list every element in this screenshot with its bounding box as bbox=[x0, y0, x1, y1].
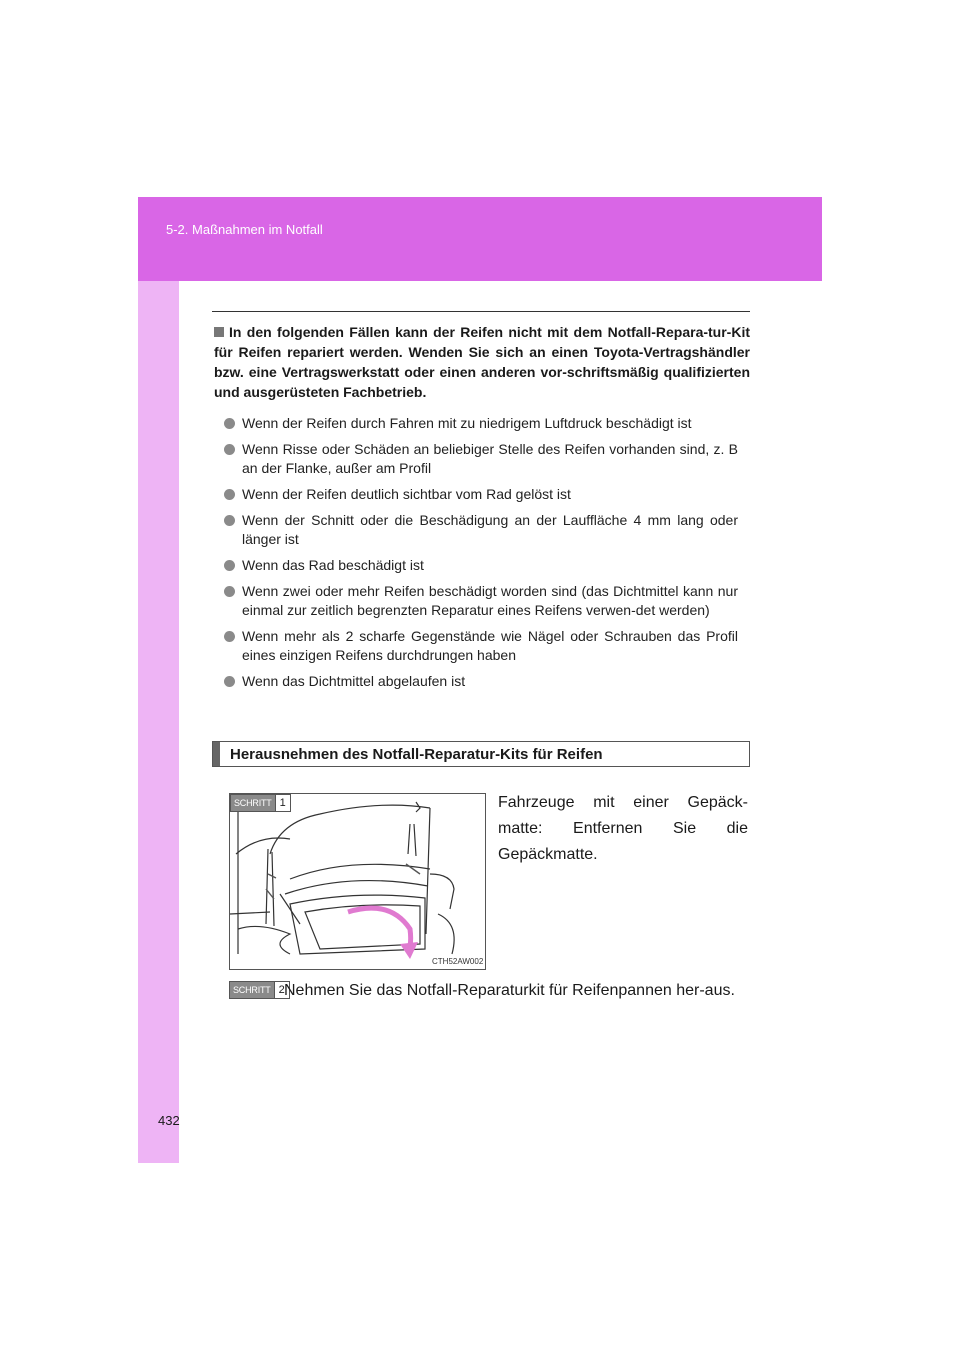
bullet-dot-icon bbox=[224, 418, 235, 429]
list-item: Wenn Risse oder Schäden an beliebiger Stelle des Reifen vorhanden sind, z. B an der Flanke, außer am Profil bbox=[224, 440, 738, 478]
section-label: 5-2. Maßnahmen im Notfall bbox=[166, 222, 323, 237]
side-strip bbox=[138, 281, 179, 1163]
list-item: Wenn das Dichtmittel abgelaufen ist bbox=[224, 672, 738, 691]
list-item: Wenn der Reifen durch Fahren mit zu niedrigem Luftdruck beschädigt ist bbox=[224, 414, 738, 433]
bullet-dot-icon bbox=[224, 631, 235, 642]
list-item: Wenn der Reifen deutlich sichtbar vom Rad gelöst ist bbox=[224, 485, 738, 504]
bullet-dot-icon bbox=[224, 586, 235, 597]
step-2-badge: SCHRITT 2 bbox=[229, 981, 290, 999]
list-item: Wenn der Schnitt oder die Beschädigung an der Lauffläche 4 mm lang oder länger ist bbox=[224, 511, 738, 549]
list-item: Wenn zwei oder mehr Reifen beschädigt worden sind (das Dichtmittel kann nur einmal zur zeitlich begrenzten Reparatur eines Reifens verwen-det werden) bbox=[224, 582, 738, 620]
page-number: 432 bbox=[158, 1113, 180, 1128]
condition-list bbox=[224, 414, 738, 698]
figure-code: CTH52AW002 bbox=[432, 957, 484, 966]
heading-text: Herausnehmen des Notfall-Reparatur-Kits für Reifen bbox=[230, 745, 603, 763]
lead-paragraph bbox=[214, 322, 750, 402]
heading-accent bbox=[213, 742, 220, 766]
step-2-text: Nehmen Sie das Notfall-Reparaturkit für Reifenpannen her-aus. bbox=[284, 982, 735, 999]
step-1-text: Fahrzeuge mit einer Gepäck-matte: Entfernen Sie die Gepäckmatte. bbox=[498, 794, 748, 863]
step-1-badge: SCHRITT 1 bbox=[230, 794, 291, 812]
list-item: Wenn mehr als 2 scharfe Gegenstände wie Nägel oder Schrauben das Profil eines einzigen Reifens durchdrungen haben bbox=[224, 627, 738, 665]
square-bullet-icon bbox=[214, 327, 224, 337]
bullet-dot-icon bbox=[224, 676, 235, 687]
list-item: Wenn das Rad beschädigt ist bbox=[224, 556, 738, 575]
top-rule bbox=[212, 311, 750, 312]
trunk-drawing bbox=[230, 794, 485, 969]
bullet-dot-icon bbox=[224, 560, 235, 571]
bullet-dot-icon bbox=[224, 489, 235, 500]
header-bar bbox=[138, 197, 822, 281]
bullet-dot-icon bbox=[224, 444, 235, 455]
section-heading bbox=[212, 741, 750, 767]
bullet-dot-icon bbox=[224, 515, 235, 526]
lead-text: In den folgenden Fällen kann der Reifen nicht mit dem Notfall-Repara-tur-Kit für Reifen repariert werden. Wenden Sie sich an einen Toyota-Vertragshändler bzw. eine Vertragswerkstatt oder einen anderen vor-schriftsmäßig qualifizierten und ausgerüsteten Fachbetrieb. bbox=[214, 324, 750, 400]
trunk-illustration bbox=[229, 793, 486, 970]
